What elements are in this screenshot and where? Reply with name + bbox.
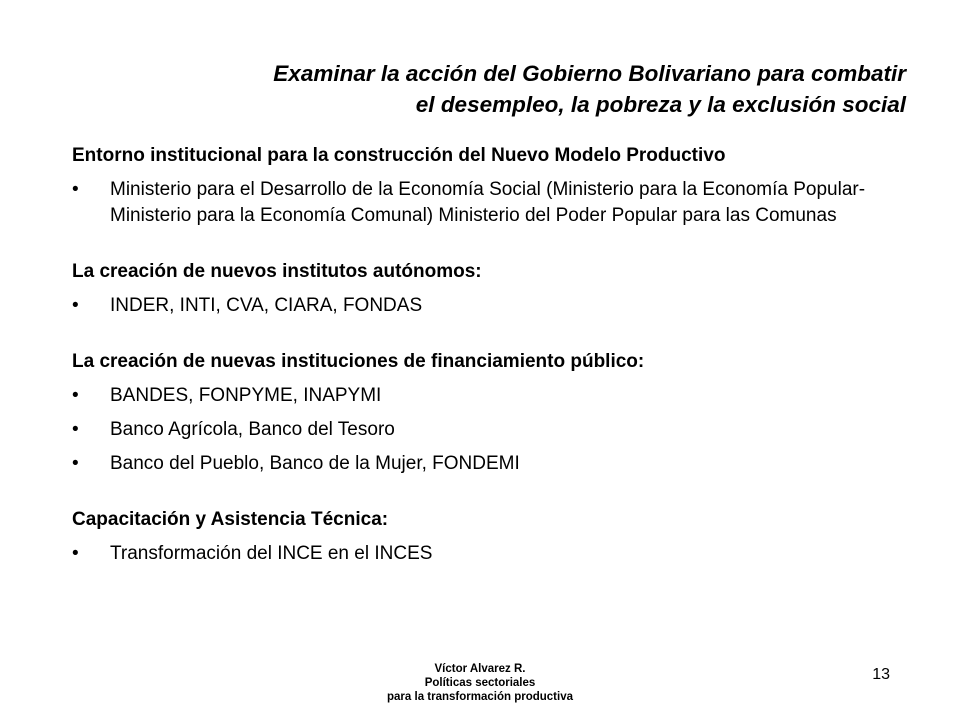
bullet-item xyxy=(72,541,892,567)
section-heading-institutes: La creación de nuevos institutos autónomos: xyxy=(72,261,482,282)
bullet-item xyxy=(72,177,892,229)
slide-title xyxy=(86,58,906,120)
bullet-dot: • xyxy=(72,453,79,474)
bullet-dot: • xyxy=(72,543,79,564)
bullet-item xyxy=(72,451,892,477)
page-number: 13 xyxy=(872,666,890,683)
bullet-text: Banco Agrícola, Banco del Tesoro xyxy=(110,419,395,440)
bullet-text: Banco del Pueblo, Banco de la Mujer, FONDEMI xyxy=(110,453,520,474)
section-heading-financing: La creación de nuevas instituciones de financiamiento público: xyxy=(72,351,645,372)
bullet-dot: • xyxy=(72,419,79,440)
bullet-text: Transformación del INCE en el INCES xyxy=(110,543,433,564)
footer-author: Víctor Alvarez R. xyxy=(434,663,526,675)
bullet-text: INDER, INTI, CVA, CIARA, FONDAS xyxy=(110,295,423,316)
bullet-dot: • xyxy=(72,179,79,200)
footer-subtitle: Políticas sectoriales xyxy=(424,677,536,689)
bullet-item xyxy=(72,293,892,319)
section-heading-training: Capacitación y Asistencia Técnica: xyxy=(72,509,389,530)
bullet-text: Ministerio para el Desarrollo de la Economía Social (Ministerio para la Economía Popular-Ministerio para la Economía Comunal) Ministerio del Poder Popular para las Comunas xyxy=(110,179,866,226)
section-heading-institutional: Entorno institucional para la construcción del Nuevo Modelo Productivo xyxy=(72,145,726,166)
bullet-dot: • xyxy=(72,385,79,406)
slide-footer xyxy=(330,662,630,704)
slide-content xyxy=(72,143,892,567)
title-line-2: el desempleo, la pobreza y la exclusión social xyxy=(415,92,906,117)
bullet-dot: • xyxy=(72,295,79,316)
footer-subtitle-2: para la transformación productiva xyxy=(387,691,573,703)
bullet-item xyxy=(72,417,892,443)
bullet-text: BANDES, FONPYME, INAPYMI xyxy=(110,385,382,406)
title-line-1: Examinar la acción del Gobierno Bolivariano para combatir xyxy=(273,61,906,86)
bullet-item xyxy=(72,383,892,409)
